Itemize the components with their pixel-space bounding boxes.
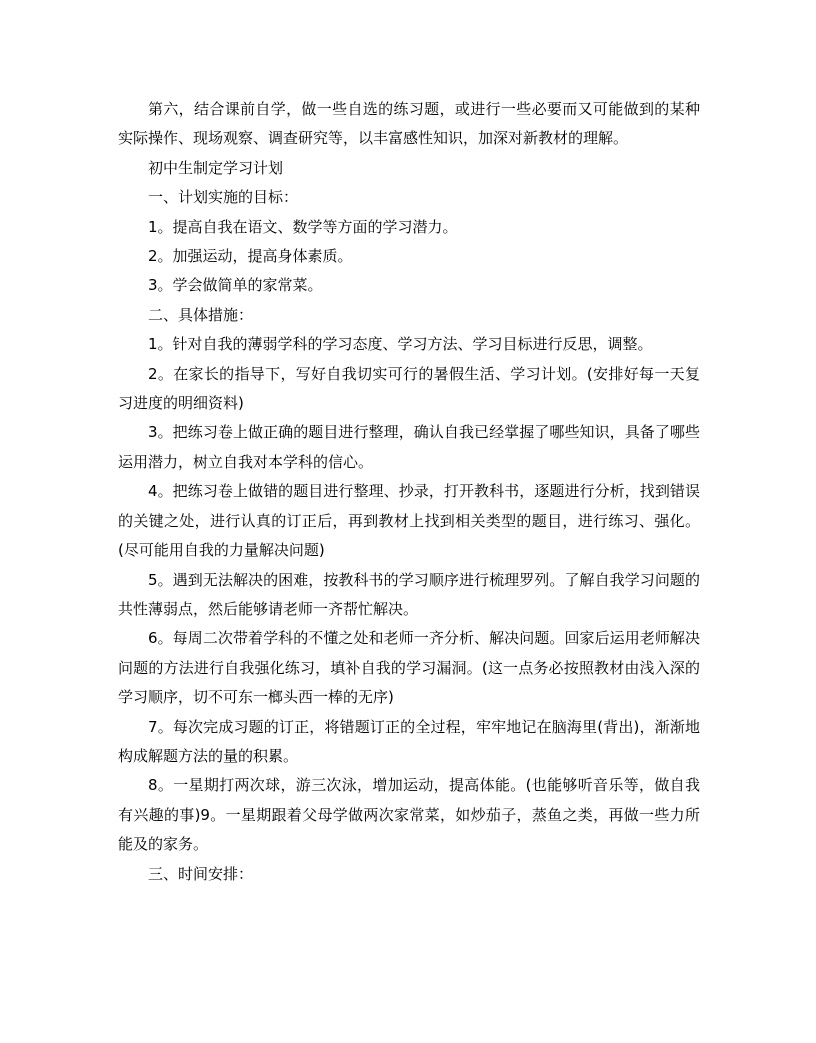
measure-item-7: 7。每次完成习题的订正，将错题订正的全过程，牢牢地记在脑海里(背出)，渐渐地构成解题方法的量的积累。 — [118, 717, 700, 765]
measure-item-5: 5。遇到无法解决的困难，按教科书的学习顺序进行梳理罗列。了解自我学习问题的共性薄弱点，然后能够请老师一齐帮忙解决。 — [118, 570, 700, 618]
document-body — [118, 95, 700, 889]
goal-item-1: 1。提高自我在语文、数学等方面的学习潜力。 — [148, 217, 458, 236]
heading-measures: 二、具体措施： — [148, 305, 254, 324]
heading-goals: 一、计划实施的目标： — [148, 188, 299, 207]
measure-item-6: 6。每周二次带着学科的不懂之处和老师一齐分析、解决问题。回家后运用老师解决问题的方法进行自我强化练习，填补自我的学习漏洞。(这一点务必按照教材由浅入深的学习顺序，切不可东一榔头西一棒的无序) — [118, 629, 700, 707]
measure-item-8-9: 8。一星期打两次球，游三次泳，增加运动，提高体能。(也能够听音乐等，做自我有兴趣的事)9。一星期跟着父母学做两次家常菜，如炒茄子，蒸鱼之类，再做一些力所能及的家务。 — [118, 776, 700, 854]
goal-item-2: 2。加强运动，提高身体素质。 — [148, 247, 353, 266]
heading-schedule: 三、时间安排： — [148, 864, 254, 883]
measure-item-2: 2。在家长的指导下，写好自我切实可行的暑假生活、学习计划。(安排好每一天复习进度的明细资料) — [118, 364, 700, 413]
section-title: 初中生制定学习计划 — [148, 158, 284, 177]
measure-item-4: 4。把练习卷上做错的题目进行整理、抄录，打开教科书，逐题进行分析，找到错误的关键之处，进行认真的订正后，再到教材上找到相关类型的题目，进行练习、强化。(尽可能用自我的力量解决问题) — [118, 482, 700, 560]
measure-item-3: 3。把练习卷上做正确的题目进行整理，确认自我已经掌握了哪些知识，具备了哪些运用潜力，树立自我对本学科的信心。 — [118, 423, 700, 471]
measure-item-1: 1。针对自我的薄弱学科的学习态度、学习方法、学习目标进行反思，调整。 — [148, 335, 653, 354]
paragraph-intro-sixth: 第六，结合课前自学，做一些自选的练习题，或进行一些必要而又可能做到的某种实际操作、现场观察、调查研究等，以丰富感性知识，加深对新教材的理解。 — [118, 100, 700, 148]
goal-item-3: 3。学会做简单的家常菜。 — [148, 276, 323, 295]
